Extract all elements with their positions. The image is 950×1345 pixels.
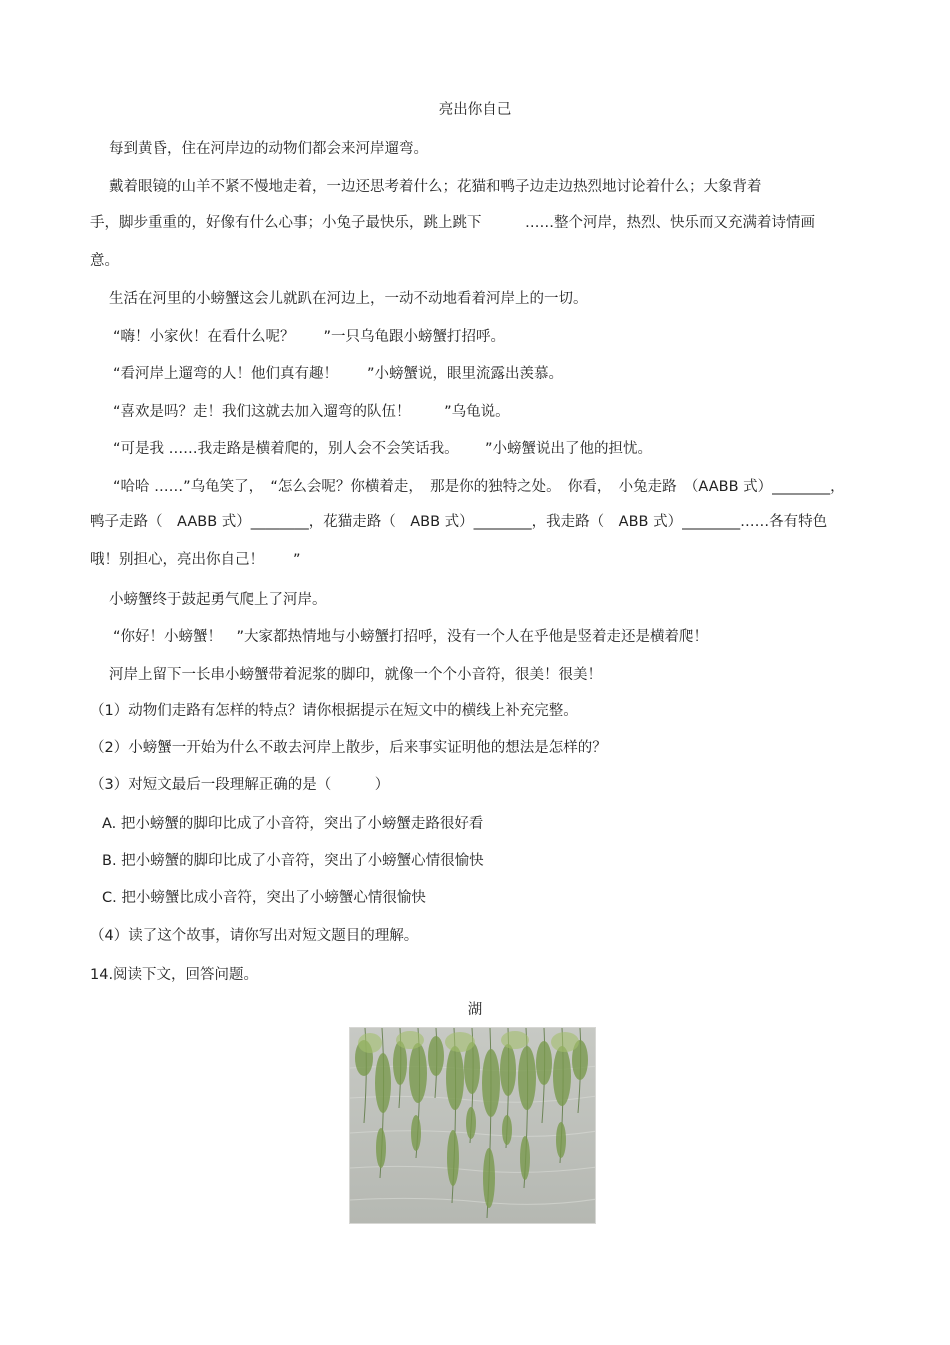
paragraph-4: “嗨！小家伙！在看什么呢？ ”一只乌龟跟小螃蟹打招呼。: [113, 329, 506, 345]
question-14-heading: 14.阅读下文，回答问题。: [90, 967, 259, 983]
paragraph-2-line-1: 戴着眼镜的山羊不紧不慢地走着，一边还思考着什么；花猫和鸭子边走边热烈地讨论着什么；大象背着: [109, 179, 762, 195]
paragraph-5: “看河岸上遛弯的人！他们真有趣！ ”小螃蟹说，眼里流露出羡慕。: [113, 366, 564, 382]
willow-over-lake-photo: [349, 1027, 596, 1224]
paragraph-1: 每到黄昏，住在河岸边的动物们都会来河岸遛弯。: [109, 141, 428, 157]
question-3-option-b: B. 把小螃蟹的脚印比成了小音符，突出了小螃蟹心情很愉快: [102, 853, 484, 869]
paragraph-11: 河岸上留下一长串小螃蟹带着泥浆的脚印，就像一个个小音符，很美！很美！: [109, 667, 602, 683]
question-3-option-c: C. 把小螃蟹比成小音符，突出了小螃蟹心情很愉快: [102, 890, 426, 906]
paragraph-10: “你好！小螃蟹！ ”大家都热情地与小螃蟹打招呼，没有一个人在乎他是竖着走还是横着爬！: [113, 629, 709, 645]
paragraph-8-line-3: 哦！别担心，亮出你自己！ ”: [90, 552, 301, 568]
passage-2-title: 湖: [467, 1002, 483, 1018]
question-3-option-a: A. 把小螃蟹的脚印比成了小音符，突出了小螃蟹走路很好看: [102, 816, 484, 832]
question-3: （3）对短文最后一段理解正确的是（ ）: [90, 777, 390, 793]
paragraph-6: “喜欢是吗？走！我们这就去加入遛弯的队伍！ ”乌龟说。: [113, 404, 510, 420]
paragraph-7: “可是我 ……我走路是横着爬的，别人会不会笑话我。 ”小螃蟹说出了他的担忧。: [113, 441, 652, 457]
question-1: （1）动物们走路有怎样的特点？请你根据提示在短文中的横线上补充完整。: [90, 703, 578, 719]
paragraph-8-line-2: 鸭子走路（ AABB 式）________，花猫走路（ ABB 式）________，我走路（ ABB 式）________……各有特色: [90, 514, 828, 530]
paragraph-8-line-1: “哈哈 ……”乌龟笑了， “怎么会呢？你横着走， 那是你的独特之处。 你看， 小兔走路 （AABB 式）________，: [113, 479, 845, 495]
question-4: （4）读了这个故事，请你写出对短文题目的理解。: [90, 928, 419, 944]
question-2: （2）小螃蟹一开始为什么不敢去河岸上散步，后来事实证明他的想法是怎样的？: [90, 740, 607, 756]
paragraph-3: 生活在河里的小螃蟹这会儿就趴在河边上，一动不动地看着河岸上的一切。: [109, 291, 588, 307]
paragraph-9: 小螃蟹终于鼓起勇气爬上了河岸。: [109, 592, 327, 608]
paragraph-2-line-3: 意。: [90, 253, 119, 269]
passage-title: 亮出你自己: [438, 102, 512, 118]
paragraph-2-line-2: 手，脚步重重的，好像有什么心事；小兔子最快乐，跳上跳下 ……整个河岸，热烈、快乐而又充满着诗情画: [90, 215, 815, 231]
